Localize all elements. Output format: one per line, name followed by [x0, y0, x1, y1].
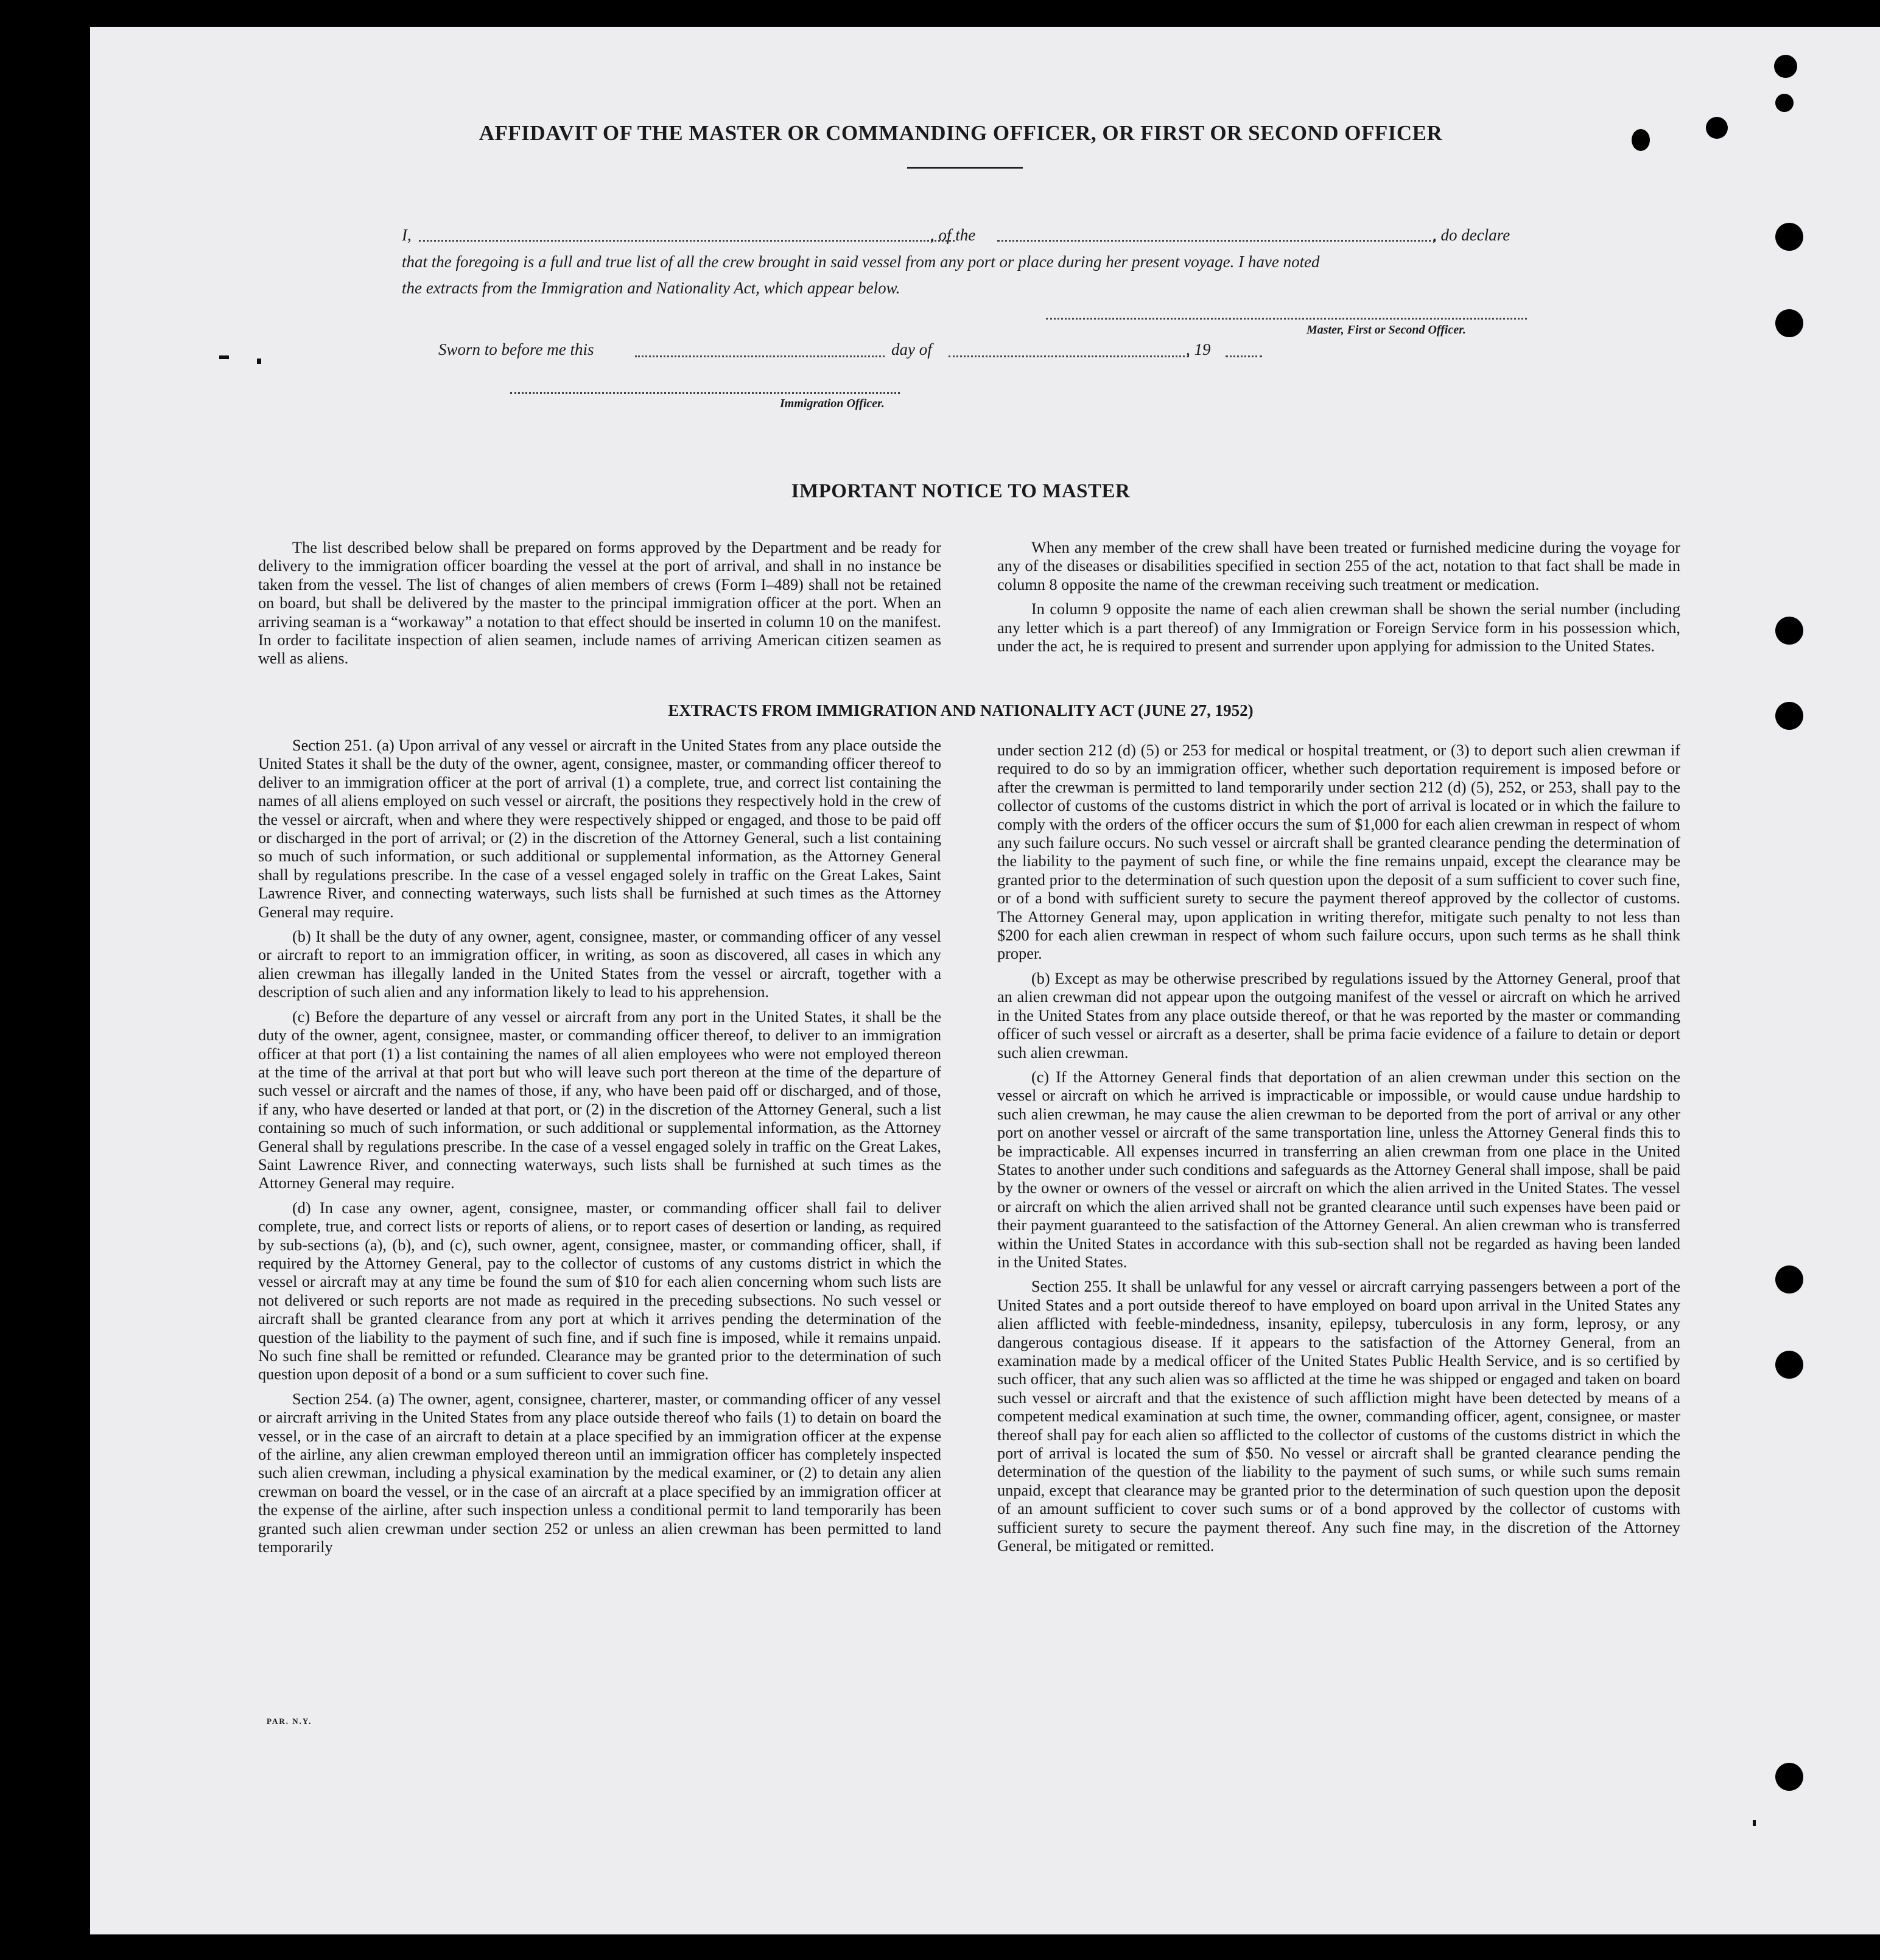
section-254-b: (b) Except as may be otherwise prescribed by regulations issued by the Attorney General, proof that an alien crewman did not appear upon the outgoing manifest of the vessel or aircraft on which he arrived in the United States from any place outside thereof, or that he was reported by the master or commanding officer of such vessel or aircraft as a deserter, shall be prima facie evidence of a failure to detain or deport such alien crewman.	[997, 969, 1680, 1062]
extracts-right-column	[997, 741, 1680, 1561]
notice-right-paragraph-1: When any member of the crew shall have been treated or furnished medicine during the voyage for any of the diseases or disabilities specified in section 255 of the act, notation to that fact shall be made in column 8 opposite the name of the crewman receiving such treatment or medication.	[997, 539, 1680, 593]
section-251-a: Section 251. (a) Upon arrival of any vessel or aircraft in the United States from any place outside the United States it shall be the duty of the owner, agent, consignee, master, or commanding officer thereof to deliver to an immigration officer at the port of arrival (1) a complete, true, and correct list containing the names of all aliens employed on such vessel or aircraft, the positions they respectively hold in the crew of the vessel or aircraft, when and where they were respectively shipped or engaged, and those to be paid off or discharged in the port of arrival; or (2) in the discretion of the Attorney General, such a list containing so much of such information, or such additional or supplemental information, as the Attorney General shall by regulations prescribe. In the case of a vessel engaged solely in traffic on the Great Lakes, Saint Lawrence River, and connecting waterways, such lists shall be furnished at such times as the Attorney General may require.	[258, 737, 941, 921]
speck-mark	[1753, 1820, 1756, 1826]
extracts-title: EXTRACTS FROM IMMIGRATION AND NATIONALITY ACT (JUNE 27, 1952)	[668, 701, 1254, 719]
form-page	[90, 27, 1880, 1934]
printer-mark: PAR. N.Y.	[267, 1717, 312, 1726]
binder-hole	[1775, 309, 1803, 337]
section-251-d: (d) In case any owner, agent, consignee, master, or commanding officer shall fail to deliver complete, true, and correct lists or reports of aliens, or to report cases of desertion or landing, as required by sub-sections (a), (b), and (c), such owner, agent, consignee, master, or commanding officer, shall, if required by the Attorney General, pay to the collector of customs of any customs district in which the vessel or aircraft may at any time be found the sum of $10 for each alien concerning whom such lists are not delivered or such reports are not made as required in the preceding subsections. No such vessel or aircraft shall be granted clearance from any port at which it arrives pending the determination of the question of the liability to the payment of such fine, and if such fine is imposed, while it remains unpaid. No such fine shall be remitted or refunded. Clearance may be granted prior to the determination of such question upon deposit of a bond or a sum sufficient to cover such fine.	[258, 1199, 941, 1384]
binder-hole	[1775, 1351, 1803, 1379]
vessel-field-line[interactable]	[997, 240, 1436, 242]
binder-hole	[1775, 1265, 1803, 1293]
extracts-left-column	[258, 737, 941, 1563]
master-signature-label: Master, First or Second Officer.	[1307, 323, 1466, 337]
binder-hole	[1775, 617, 1803, 645]
binder-hole	[1775, 1763, 1803, 1791]
affidavit-i-label: I,	[402, 226, 412, 244]
immigration-signature-label: Immigration Officer.	[780, 397, 885, 410]
speck-mark	[257, 359, 261, 364]
notice-left-column	[258, 539, 941, 674]
binder-hole	[1775, 702, 1803, 730]
affidavit-line-3: the extracts from the Immigration and Nationality Act, which appear below.	[402, 279, 900, 297]
year-label: , 19	[1186, 340, 1211, 359]
notice-title: IMPORTANT NOTICE TO MASTER	[791, 480, 1131, 502]
binder-hole	[1774, 55, 1797, 78]
section-251-c: (c) Before the departure of any vessel or aircraft from any port in the United States, it shall be the duty of the owner, agent, consignee, master, or commanding officer thereof, to deliver to an immigration officer at that port (1) a list containing the names of all alien employees who were not employed thereon at the time of the arrival at that port but who will leave such port thereon at the time of the departure of such vessel or aircraft and the names of those, if any, who have been paid off or discharged, and of those, if any, who have deserted or landed at that port, or (2) in the discretion of the Attorney General, such a list containing so much of such information, or such additional or supplemental information, as the Attorney General shall by regulations prescribe. In the case of a vessel engaged solely in traffic on the Great Lakes, Saint Lawrence River, and connecting waterways, such lists shall be furnished at such times as the Attorney General may require.	[258, 1007, 941, 1192]
year-field-line[interactable]	[1226, 355, 1262, 357]
sworn-month-line[interactable]	[949, 355, 1189, 357]
notice-right-paragraph-2: In column 9 opposite the name of each alien crewman shall be shown the serial number (including any letter which is a part thereof) of any Immigration or Foreign Service form in his possession which, under the act, he is required to present and surrender upon applying for admission to the United States.	[997, 600, 1680, 656]
immigration-signature-line[interactable]	[510, 392, 900, 394]
section-255: Section 255. It shall be unlawful for any vessel or aircraft carrying passengers between a port of the United States and a port outside thereof to have employed on board upon arrival in the United States any alien afflicted with feeble-mindedness, insanity, epilepsy, tuberculosis in any form, leprosy, or any dangerous contagious disease. If it appears to the satisfaction of the Attorney General, from an examination made by a medical officer of the United States Public Health Service, and is so certified by such officer, that any such alien was so afflicted at the time he was shipped or engaged and taken on board such vessel or aircraft and that the existence of such affliction might have been detected by means of a competent medical examination at such time, the owner, commanding officer, agent, consignee, or master thereof shall pay for each alien so afflicted to the collector of customs of the customs district in which the port of arrival is located the sum of $50. No vessel or aircraft shall be granted clearance pending the determination of the question of the liability to the payment of such sums, or while such sums remain unpaid, except that clearance may be granted prior to the determination of such question upon the deposit of an amount sufficient to cover such sums or of a bond approved by the collector of customs with sufficient surety to secure the payment thereof. Any such fine may, in the discretion of the Attorney General, be mitigated or remitted.	[997, 1278, 1680, 1555]
master-signature-line[interactable]	[1046, 318, 1527, 320]
notice-left-paragraph: The list described below shall be prepared on forms approved by the Department and be ready for delivery to the immigration officer boarding the vessel at the port of arrival, and shall in no instance be taken from the vessel. The list of changes of alien members of crews (Form I–489) shall not be retained on board, but shall be delivered by the master to the principal immigration officer at the port. When an arriving seaman is a “workaway” a notation to that effect should be inserted in column 10 on the manifest. In order to facilitate inspection of alien seamen, include names of arriving American citizen seamen as well as aliens.	[258, 539, 941, 668]
binder-hole	[1775, 223, 1803, 251]
title-underline	[907, 167, 1023, 169]
section-254-a-continued: under section 212 (d) (5) or 253 for medical or hospital treatment, or (3) to deport such alien crewman if required to do so by an immigration officer, whether such deportation requirement is imposed before or after the crewman is permitted to land temporarily under section 212 (d) (5), 252, or 253, shall pay to the collector of customs of the customs district in which the port of arrival is located or in which the failure to comply with the orders of the officer occurs the sum of $1,000 for each alien crewman in respect of whom any such failure occurs. No such vessel or aircraft shall be granted clearance pending the determination of the liability to the payment of such fine, or while the fine remains unpaid, except the clearance may be granted prior to the determination of such question upon the deposit of a sum sufficient to cover such fine, or of a bond with sufficient surety to secure the payment thereof approved by the collector of customs. The Attorney General may, upon application in writing therefor, mitigate such penalty to not less than $200 for each alien crewman in respect of whom such failure occurs, upon such terms as he shall think proper.	[997, 741, 1680, 963]
sworn-label: Sworn to before me this	[438, 340, 594, 359]
sworn-day-line[interactable]	[635, 355, 885, 357]
ink-blot	[1706, 117, 1728, 139]
ink-blot	[1632, 129, 1650, 151]
speck-mark	[219, 355, 229, 359]
affidavit-line-2: that the foregoing is a full and true list of all the crew brought in said vessel from any port or place during her present voyage. I have noted	[402, 253, 1320, 271]
affidavit-of-the-label: , of the	[930, 226, 976, 244]
day-of-label: day of	[891, 340, 932, 359]
name-field-line[interactable]	[419, 240, 955, 242]
binder-hole	[1775, 94, 1794, 112]
section-254-c: (c) If the Attorney General finds that deportation of an alien crewman under this section on the vessel or aircraft on which he arrived is impracticable or impossible, or would cause undue hardship to such alien crewman, he may cause the alien crewman to be deported from the port of arrival or any other port on another vessel or aircraft of the same transportation line, unless the Attorney General finds this to be impracticable. All expenses incurred in transferring an alien crewman from one place in the United States to another under such conditions and safeguards as the Attorney General shall impose, shall be paid by the owner or owners of the vessel or aircraft on which the alien arrived in the United States. The vessel or aircraft on which the alien arrived shall not be granted clearance until such expenses have been paid or their payment guaranteed to the satisfaction of the Attorney General. An alien crewman who is transferred within the United States in accordance with this sub-section shall not be regarded as having been landed in the United States.	[997, 1068, 1680, 1271]
affidavit-title: AFFIDAVIT OF THE MASTER OR COMMANDING OFFICER, OR FIRST OR SECOND OFFICER	[479, 121, 1443, 145]
section-254-a: Section 254. (a) The owner, agent, consignee, charterer, master, or commanding officer of any vessel or aircraft arriving in the United States from any place outside thereof who fails (1) to detain on board the vessel, or in the case of an aircraft to detain at a place specified by an immigration officer at the expense of the airline, any alien crewman employed thereon until an immigration officer has completely inspected such alien crewman, including a physical examination by the medical examiner, or (2) to detain any alien crewman on board the vessel, or in the case of an aircraft at a place specified by an immigration officer at the expense of the airline, after such inspection unless a conditional permit to land temporarily has been granted such alien crewman under section 252 or unless an alien crewman has been permitted to land temporarily	[258, 1390, 941, 1556]
section-251-b: (b) It shall be the duty of any owner, agent, consignee, master, or commanding officer of any vessel or aircraft to report to an immigration officer, in writing, as soon as discovered, all cases in which any alien crewman has illegally landed in the United States from the vessel or aircraft, together with a description of such alien and any information likely to lead to his apprehension.	[258, 928, 941, 1001]
affidavit-declare-label: , do declare	[1433, 226, 1510, 244]
notice-right-column	[997, 539, 1680, 662]
